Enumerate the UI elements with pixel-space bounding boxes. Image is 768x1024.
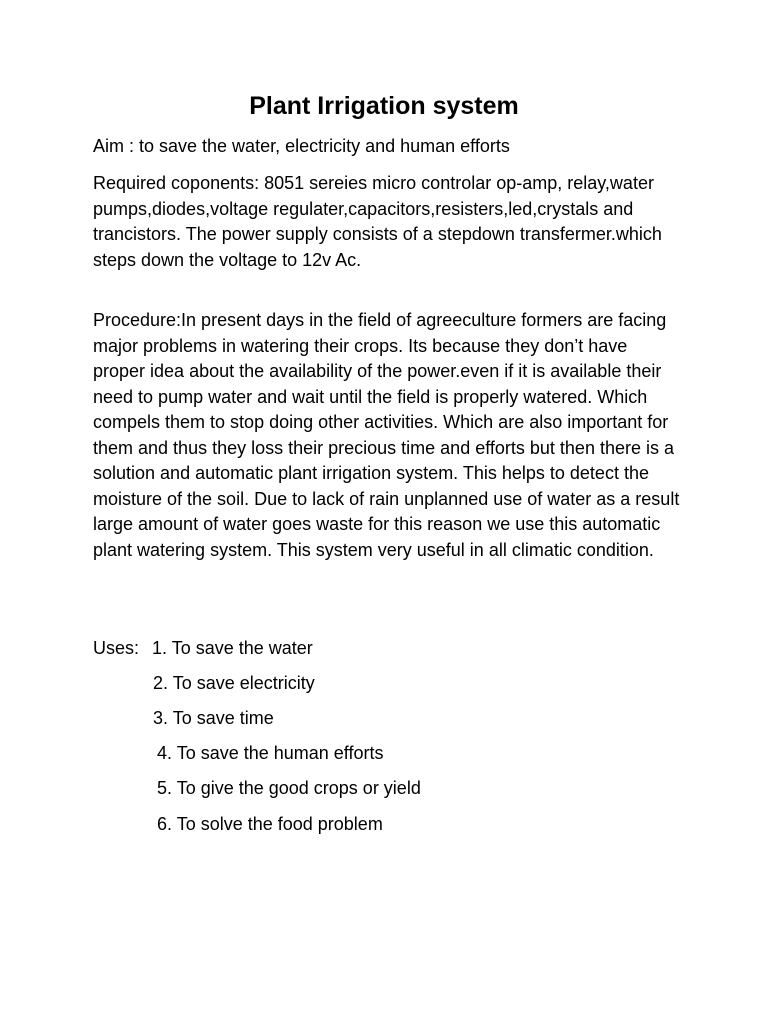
required-components-paragraph: Required coponents: 8051 sereies micro controlar op-amp, relay,water pumps,diodes,voltage regulater,capacitors,resisters,led,crystals and trancistors. The power supply consists of a stepdown transfermer.which steps down the voltage to 12v Ac. xyxy=(93,173,662,270)
aim-paragraph: Aim : to save the water, electricity and human efforts xyxy=(93,136,510,156)
uses-item: 2. To save electricity xyxy=(153,673,315,693)
procedure-paragraph: Procedure:In present days in the field of agreeculture formers are facing major problems in watering their crops. Its because they don’t have proper idea about the availability of the power.even if it is available their need to pump water and wait until the field is properly watered. Which compels them to stop doing other activities. Which are also important for them and thus they loss their precious time and efforts but then there is a solution and automatic plant irrigation system. This helps to detect the moisture of the soil. Due to lack of rain unplanned use of water as a result large amount of water goes waste for this reason we use this automatic plant watering system. This system very useful in all climatic condition. xyxy=(93,310,680,560)
uses-item: 3. To save time xyxy=(153,708,274,728)
uses-item: 5. To give the good crops or yield xyxy=(157,778,421,798)
uses-item: 6. To solve the food problem xyxy=(157,814,383,834)
document-title: Plant Irrigation system xyxy=(249,92,519,120)
uses-item: 1. To save the water xyxy=(152,638,313,658)
uses-label: Uses: xyxy=(93,638,140,658)
uses-item: 4. To save the human efforts xyxy=(157,743,384,763)
